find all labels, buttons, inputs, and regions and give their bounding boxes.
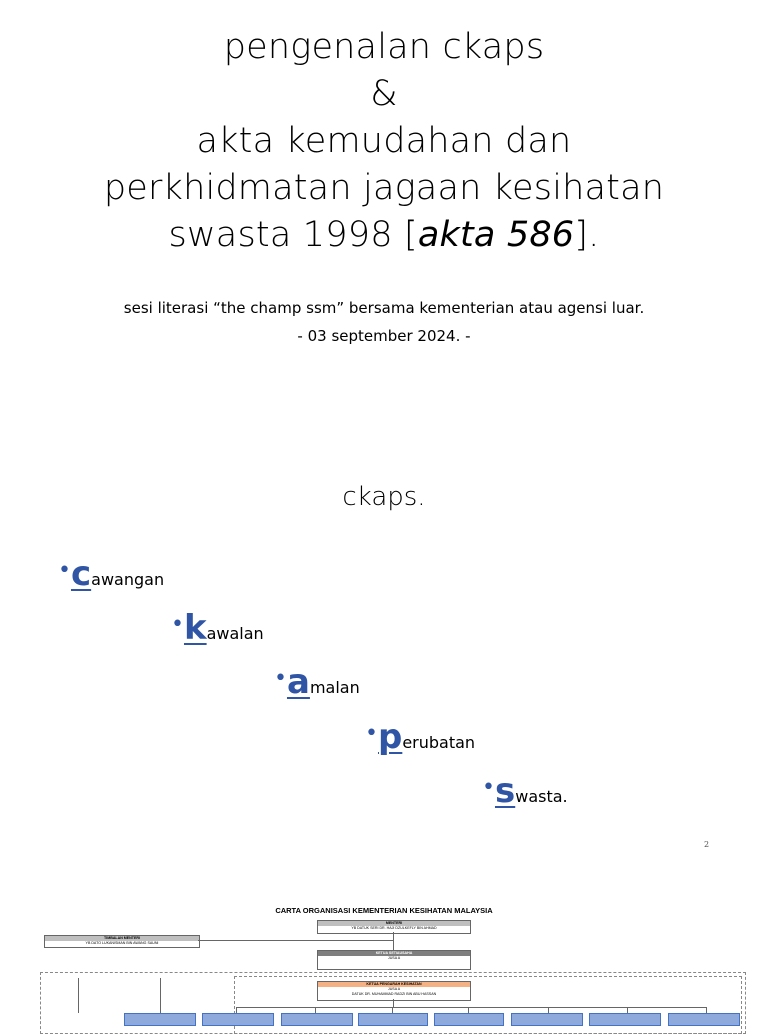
deputy-minister-box xyxy=(44,935,200,948)
dg-name: DATUK DR. MUHAMMAD RADZI BIN ABU HASSAN xyxy=(351,992,437,996)
title-line-1: pengenalan ckaps xyxy=(223,27,545,67)
title-line-5-prefix: swasta 1998 [ xyxy=(168,215,418,255)
secretary-general-box xyxy=(317,950,471,970)
acronym-item-s xyxy=(482,771,568,811)
title-line-3: akta kemudahan dan xyxy=(196,121,572,161)
bullet-icon: • xyxy=(171,612,184,637)
bullet-icon: • xyxy=(482,775,495,800)
minister-role: MENTERI xyxy=(318,921,470,926)
connector-line xyxy=(160,978,161,1013)
deputy-role: TIMBALAN MENTERI xyxy=(45,936,199,941)
page-number: 2 xyxy=(704,840,710,849)
acronym-item-p xyxy=(365,717,475,757)
acronym-item-c xyxy=(58,554,164,594)
title-line-4: perkhidmatan jagaan kesihatan xyxy=(103,168,665,208)
acronym-rest: awangan xyxy=(91,570,165,589)
subtitle: sesi literasi “the champ ssm” bersama kementerian atau agensi luar. xyxy=(123,299,645,317)
acronym-rest: wasta. xyxy=(515,787,568,806)
acronym-letter: c xyxy=(70,554,92,594)
acronym-rest: malan xyxy=(309,678,360,697)
title-line-5 xyxy=(0,212,768,258)
acronym-item-a xyxy=(274,662,360,702)
department-box xyxy=(668,1013,740,1026)
secretary-role: KETUA SETIAUSAHA xyxy=(318,951,470,956)
acronym-letter: s xyxy=(494,771,516,811)
deputy-name: YB DATO LUKANISMAN BIN AWANG SAUNI xyxy=(85,941,159,945)
acronym-letter: k xyxy=(183,608,207,648)
connector-line xyxy=(393,932,394,950)
department-box xyxy=(281,1013,353,1026)
acronym-title: ckaps. xyxy=(342,482,426,512)
department-box xyxy=(434,1013,504,1026)
secretary-grade: JUSA A xyxy=(387,956,401,960)
bullet-icon: • xyxy=(274,666,287,691)
connector-line xyxy=(198,940,393,941)
bullet-icon: • xyxy=(58,558,71,583)
acronym-rest: erubatan xyxy=(402,733,476,752)
minister-name: YB DATUK SERI DR. HAJI DZULKEFLY BIN AHMAD xyxy=(351,926,437,930)
department-box xyxy=(358,1013,428,1026)
connector-line xyxy=(236,1007,706,1008)
department-box xyxy=(511,1013,583,1026)
minister-box xyxy=(317,920,471,934)
bullet-icon: • xyxy=(365,721,378,746)
acronym-letter: a xyxy=(286,662,310,702)
title-line-5-suffix: ]. xyxy=(574,215,600,255)
title-line-2: & xyxy=(370,74,398,114)
title-slide xyxy=(0,0,768,430)
acronym-item-k xyxy=(171,608,264,648)
dg-role: KETUA PENGARAH KESIHATAN xyxy=(318,982,470,987)
director-general-box xyxy=(317,981,471,1001)
title-line-5-italic: akta 586 xyxy=(417,215,575,255)
acronym-rest: awalan xyxy=(206,624,264,643)
dg-grade: JUSA A xyxy=(387,987,401,991)
date-line: - 03 september 2024. - xyxy=(297,327,471,345)
department-box xyxy=(589,1013,661,1026)
acronym-letter: p xyxy=(377,717,403,757)
org-chart-slide xyxy=(0,880,768,1024)
connector-line xyxy=(78,978,79,1013)
department-box xyxy=(124,1013,196,1026)
org-chart-title: CARTA ORGANISASI KEMENTERIAN KESIHATAN MALAYSIA xyxy=(275,906,493,915)
acronym-slide xyxy=(0,430,768,880)
connector-line xyxy=(393,999,394,1007)
department-box xyxy=(202,1013,274,1026)
